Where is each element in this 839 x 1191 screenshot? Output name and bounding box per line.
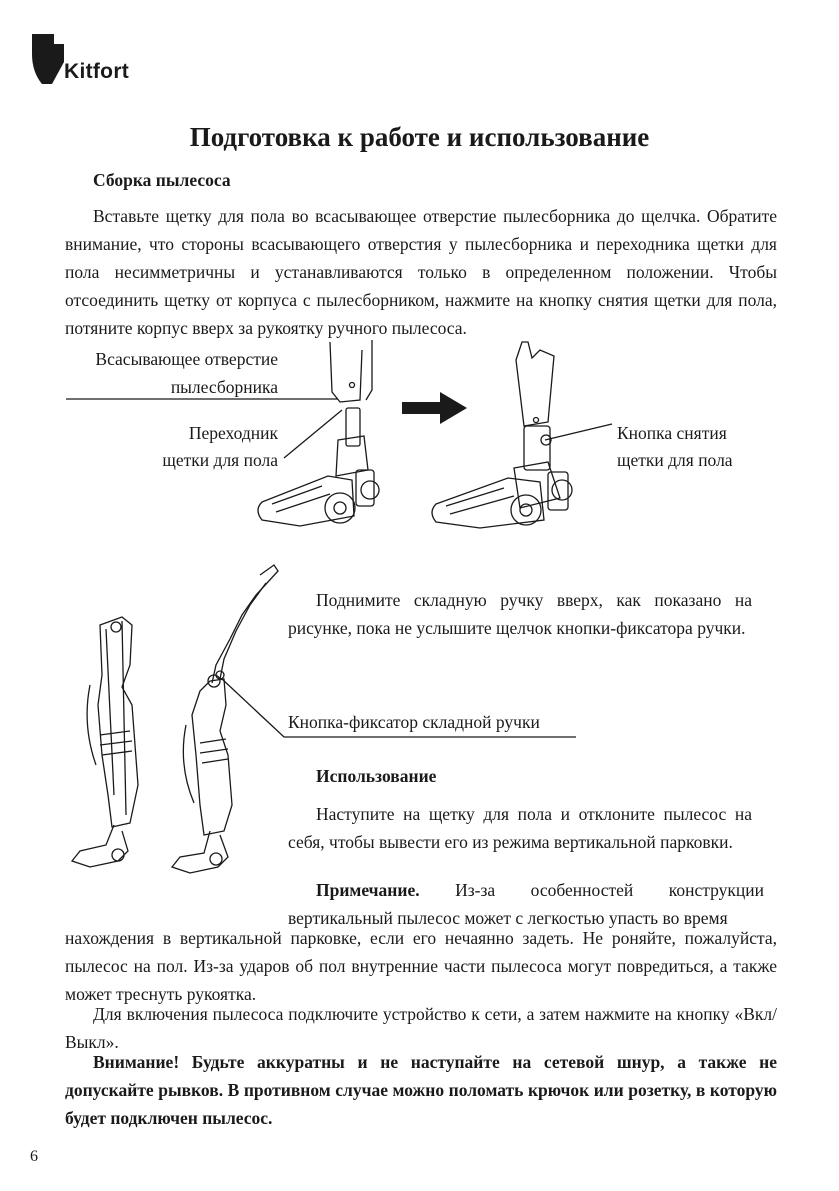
assembly-heading: Сборка пылесоса	[93, 170, 231, 190]
label-adapter-line2: щетки для пола	[162, 450, 278, 470]
label-button-line1: Кнопка снятия	[617, 423, 727, 443]
handle-paragraph: Поднимите складную ручку вверх, как показано на рисунке, пока не услышите щелчок кнопки-фиксатора ручки.	[288, 590, 752, 638]
floor-brush-right-drawing	[432, 342, 572, 528]
leader-line-adapter	[284, 410, 342, 458]
page-title: Подготовка к работе и использование	[189, 122, 650, 152]
label-inlet-line1: Всасывающее отверстие	[95, 349, 278, 369]
note-text-part1: Из-за особенностей конструкции вертикальный пылесос может с легкостью упасть во время	[288, 880, 764, 928]
dust-container-drawing	[330, 340, 372, 402]
usage-warning: Внимание! Будьте аккуратны и не наступайте на сетевой шнур, а также не допускайте рывков. В противном случае можно поломать крючок или розетку, в которую будет подключен пылесос.	[65, 1052, 777, 1128]
brand-name: Kitfort	[64, 60, 130, 83]
label-button-line2: щетки для пола	[617, 450, 733, 470]
handle-button-callout: Кнопка-фиксатор складной ручки	[288, 712, 540, 732]
note-label: Примечание.	[316, 880, 420, 900]
usage-note-continuation: нахождения в вертикальной парковке, если его нечаянно задеть. Не роняйте, пожалуйста, пылесос на пол. Из-за ударов об пол внутренние части пылесоса могут повредиться, а также может треснуть рукоятка.	[65, 928, 777, 1004]
figure-brush-assembly	[0, 330, 839, 550]
vacuum-unfolded-drawing	[172, 565, 278, 873]
floor-brush-left-drawing	[258, 408, 379, 526]
leader-line-button	[545, 424, 612, 440]
kitfort-logo-icon	[30, 32, 64, 88]
usage-paragraph-2: Для включения пылесоса подключите устройство к сети, а затем нажмите на кнопку «Вкл/Выкл».	[65, 1004, 777, 1052]
page-number: 6	[30, 1148, 38, 1165]
usage-paragraph-1: Наступите на щетку для пола и отклоните пылесос на себя, чтобы вывести его из режима вертикальной парковки.	[288, 804, 752, 852]
right-arrow-icon	[402, 392, 467, 424]
label-adapter-line1: Переходник	[188, 423, 278, 443]
assembly-paragraph: Вставьте щетку для пола во всасывающее отверстие пылесборника до щелчка. Обратите внимание, что стороны всасывающего отверстия у пылесборника и переходника щетки для пола несимметричны и устанавливаются только в определенном положении. Чтобы отсоединить щетку от корпуса с пылесборником, нажмите на кнопку снятия щетки для пола, потяните корпус вверх за рукоятку ручного пылесоса.	[65, 206, 777, 338]
brand-logo	[30, 32, 140, 92]
vacuum-folded-drawing	[72, 617, 138, 867]
label-inlet-line2: пылесборника	[170, 377, 278, 397]
usage-heading: Использование	[316, 766, 437, 786]
